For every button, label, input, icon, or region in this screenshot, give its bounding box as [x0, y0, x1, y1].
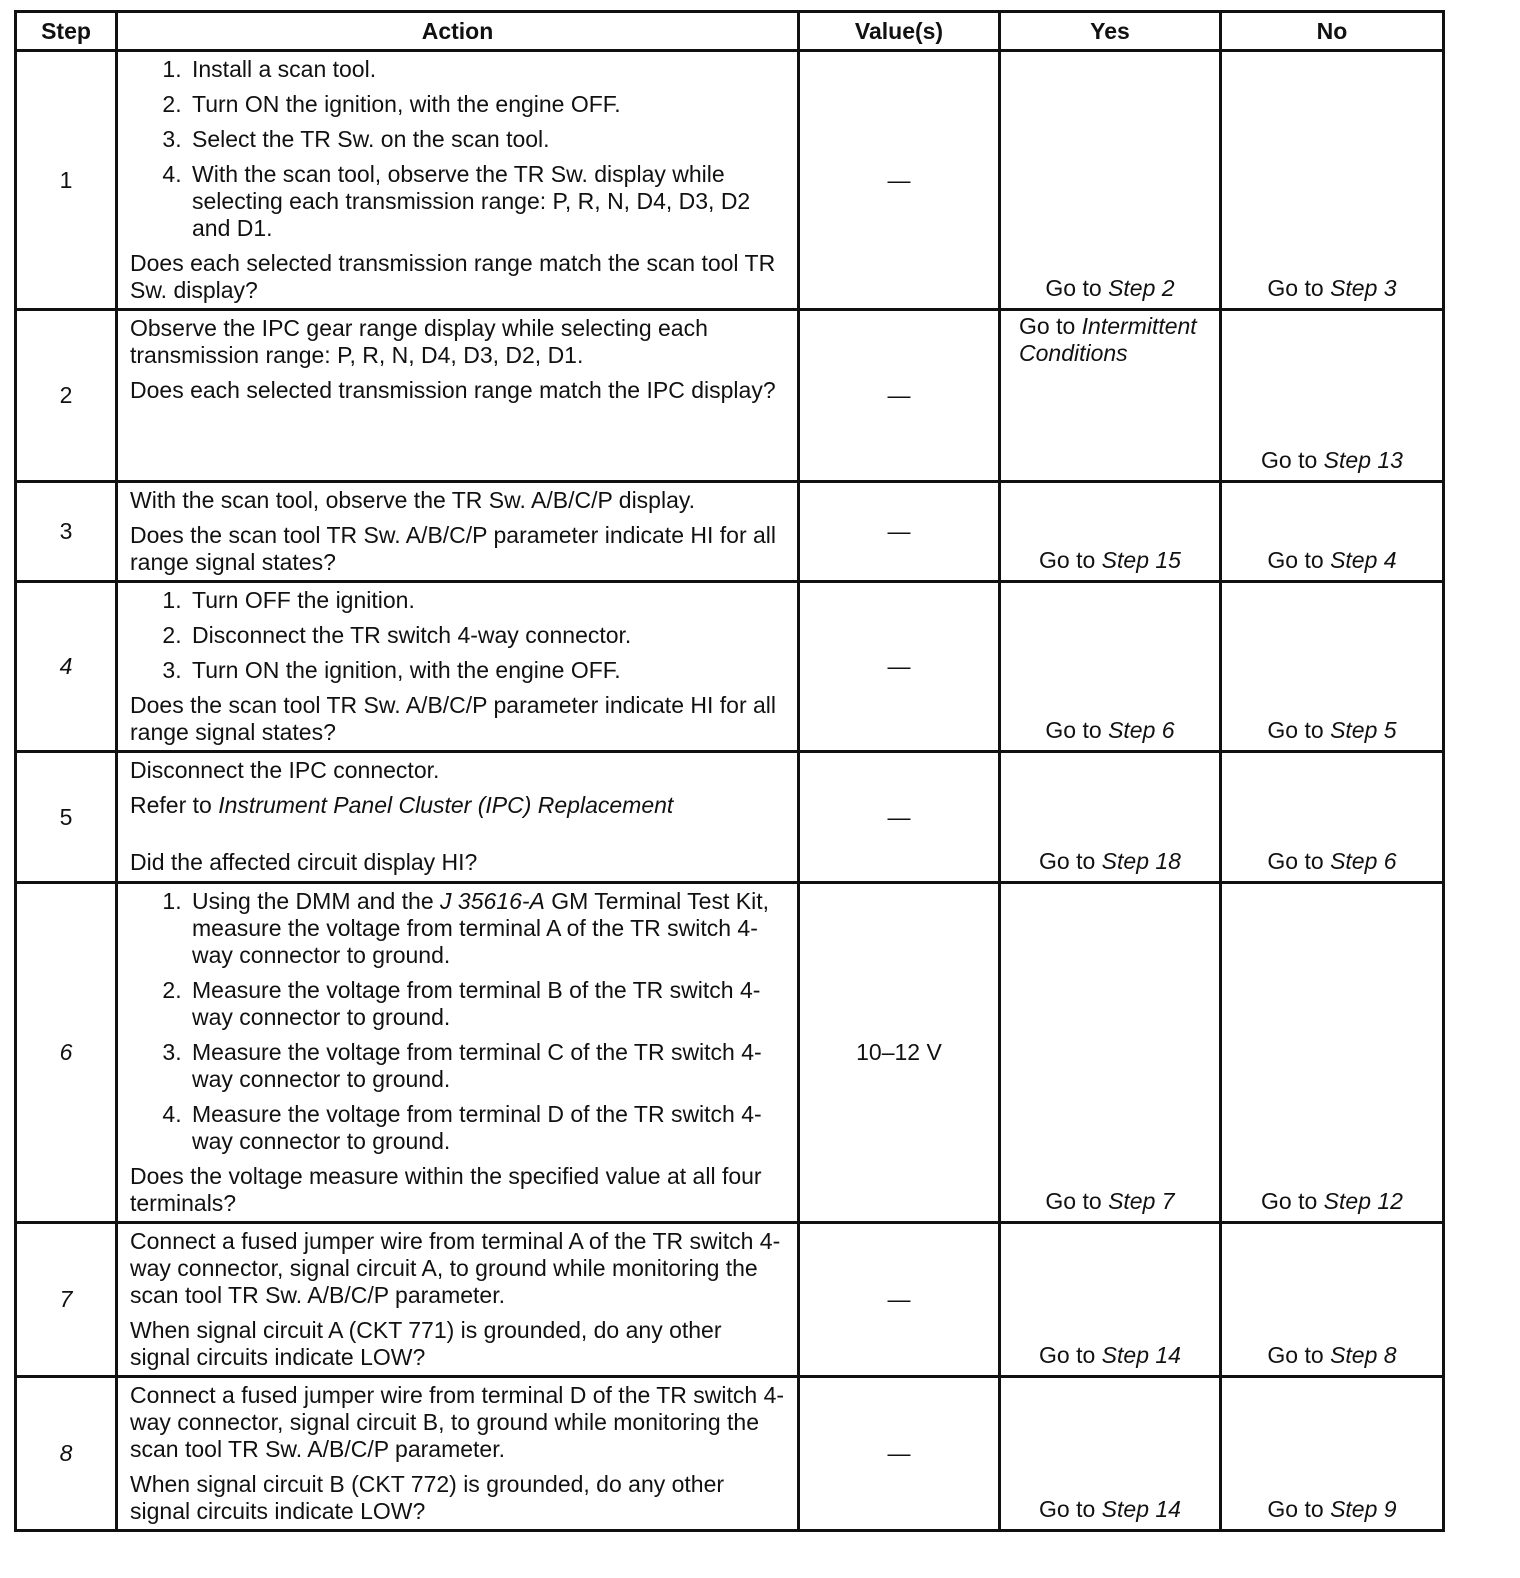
action-step: 1. Using the DMM and the J 35616-A GM Terminal Test Kit, measure the voltage from terminal A of the TR switch 4-way connector to ground.	[188, 888, 787, 969]
goto-target: Step 7	[1108, 1188, 1175, 1214]
goto-target: Step 9	[1330, 1496, 1397, 1522]
yes-cell	[1000, 752, 1221, 883]
yes-cell	[1000, 310, 1221, 482]
table-row	[16, 582, 1444, 752]
action-steps	[130, 888, 787, 1155]
header-values: Value(s)	[799, 12, 1000, 51]
no-cell	[1221, 582, 1444, 752]
yes-cell	[1000, 883, 1221, 1223]
action-cell	[117, 1377, 799, 1531]
step-number: 2	[16, 310, 117, 482]
table-row	[16, 1223, 1444, 1377]
value-cell: —	[799, 1377, 1000, 1531]
table-row	[16, 310, 1444, 482]
action-step: 2. Turn ON the ignition, with the engine OFF.	[188, 91, 787, 118]
action-question: Does the scan tool TR Sw. A/B/C/P parameter indicate HI for all range signal states?	[130, 692, 777, 745]
header-action: Action	[117, 12, 799, 51]
header-row	[16, 12, 1444, 51]
action-question: When signal circuit B (CKT 772) is grounded, do any other signal circuits indicate LOW?	[130, 1471, 725, 1524]
action-steps	[130, 587, 787, 684]
yes-goto[interactable]: Go to Step 14	[1039, 1496, 1181, 1522]
action-step: 2. Disconnect the TR switch 4-way connector.	[188, 622, 787, 649]
step-number: 1	[16, 51, 117, 310]
no-goto[interactable]: Go to Step 12	[1261, 1188, 1403, 1214]
yes-goto[interactable]: Go to Intermittent Conditions	[1019, 313, 1197, 366]
header-no: No	[1221, 12, 1444, 51]
goto-target: Step 13	[1323, 447, 1403, 473]
value-cell: —	[799, 582, 1000, 752]
step-number: 8	[16, 1377, 117, 1531]
action-text: Connect a fused jumper wire from terminal A of the TR switch 4-way connector, signal circuit A, to ground while monitoring the scan tool TR Sw. A/B/C/P parameter.	[130, 1228, 781, 1308]
no-cell	[1221, 1377, 1444, 1531]
action-cell	[117, 482, 799, 582]
no-goto[interactable]: Go to Step 3	[1267, 275, 1397, 301]
goto-target: Step 12	[1323, 1188, 1403, 1214]
goto-target: Step 3	[1330, 275, 1397, 301]
no-cell	[1221, 1223, 1444, 1377]
table-row	[16, 752, 1444, 883]
yes-goto[interactable]: Go to Step 15	[1039, 547, 1181, 573]
value-cell: —	[799, 1223, 1000, 1377]
diagnostic-table	[14, 10, 1445, 1532]
value-cell: —	[799, 51, 1000, 310]
action-cell	[117, 582, 799, 752]
action-cell	[117, 1223, 799, 1377]
yes-goto[interactable]: Go to Step 18	[1039, 848, 1181, 874]
action-question: Does the voltage measure within the specified value at all four terminals?	[130, 1163, 762, 1216]
action-step: 3. Turn ON the ignition, with the engine OFF.	[188, 657, 787, 684]
value-cell: —	[799, 482, 1000, 582]
yes-cell	[1000, 582, 1221, 752]
refer-link[interactable]: Instrument Panel Cluster (IPC) Replacement	[218, 792, 674, 818]
yes-goto[interactable]: Go to Step 2	[1045, 275, 1175, 301]
action-question: Does each selected transmission range match the scan tool TR Sw. display?	[130, 250, 776, 303]
step-number: 4	[16, 582, 117, 752]
action-question: When signal circuit A (CKT 771) is grounded, do any other signal circuits indicate LOW?	[130, 1317, 722, 1370]
table-row	[16, 883, 1444, 1223]
action-cell	[117, 752, 799, 883]
action-text: Connect a fused jumper wire from terminal D of the TR switch 4-way connector, signal circuit B, to ground while monitoring the scan tool TR Sw. A/B/C/P parameter.	[130, 1382, 785, 1462]
goto-target: Intermittent Conditions	[1019, 313, 1197, 366]
table-row	[16, 1377, 1444, 1531]
no-cell	[1221, 51, 1444, 310]
action-question: Does each selected transmission range match the IPC display?	[130, 377, 776, 403]
header-step: Step	[16, 12, 117, 51]
table-row	[16, 51, 1444, 310]
value-cell: 10–12 V	[799, 883, 1000, 1223]
step-number: 3	[16, 482, 117, 582]
goto-target: Step 2	[1108, 275, 1175, 301]
action-question: Does the scan tool TR Sw. A/B/C/P parameter indicate HI for all range signal states?	[130, 522, 777, 575]
step-number: 7	[16, 1223, 117, 1377]
table-row	[16, 482, 1444, 582]
header-yes: Yes	[1000, 12, 1221, 51]
value-cell: —	[799, 752, 1000, 883]
goto-target: Step 6	[1330, 848, 1397, 874]
no-cell	[1221, 482, 1444, 582]
no-goto[interactable]: Go to Step 4	[1267, 547, 1397, 573]
yes-goto[interactable]: Go to Step 7	[1045, 1188, 1175, 1214]
no-cell	[1221, 310, 1444, 482]
action-step: 1. Install a scan tool.	[188, 56, 787, 83]
yes-cell	[1000, 1223, 1221, 1377]
no-goto[interactable]: Go to Step 9	[1267, 1496, 1397, 1522]
action-cell	[117, 51, 799, 310]
step-number: 5	[16, 752, 117, 883]
action-steps	[130, 56, 787, 242]
step-number: 6	[16, 883, 117, 1223]
goto-target: Step 15	[1101, 547, 1181, 573]
no-goto[interactable]: Go to Step 5	[1267, 717, 1397, 743]
action-cell	[117, 883, 799, 1223]
goto-target: Step 6	[1108, 717, 1175, 743]
action-question: Did the affected circuit display HI?	[130, 849, 478, 875]
action-step: 3. Measure the voltage from terminal C of the TR switch 4-way connector to ground.	[188, 1039, 787, 1093]
tool-name: J 35616-A	[440, 888, 545, 914]
goto-target: Step 4	[1330, 547, 1397, 573]
yes-cell	[1000, 51, 1221, 310]
action-step: 2. Measure the voltage from terminal B of the TR switch 4-way connector to ground.	[188, 977, 787, 1031]
refer-text: Refer to Instrument Panel Cluster (IPC) Replacement	[130, 792, 674, 818]
yes-goto[interactable]: Go to Step 6	[1045, 717, 1175, 743]
no-goto[interactable]: Go to Step 6	[1267, 848, 1397, 874]
action-text: With the scan tool, observe the TR Sw. A/B/C/P display.	[130, 487, 696, 513]
action-step: 4. With the scan tool, observe the TR Sw. display while selecting each transmission range: P, R, N, D4, D3, D2 and D1.	[188, 161, 787, 242]
action-step: 1. Turn OFF the ignition.	[188, 587, 787, 614]
action-step: 4. Measure the voltage from terminal D of the TR switch 4-way connector to ground.	[188, 1101, 787, 1155]
no-cell	[1221, 752, 1444, 883]
yes-cell	[1000, 482, 1221, 582]
action-step: 3. Select the TR Sw. on the scan tool.	[188, 126, 787, 153]
action-cell	[117, 310, 799, 482]
yes-goto[interactable]: Go to Step 14	[1039, 1342, 1181, 1368]
goto-target: Step 8	[1330, 1342, 1397, 1368]
goto-target: Step 14	[1101, 1342, 1181, 1368]
goto-target: Step 14	[1101, 1496, 1181, 1522]
goto-target: Step 18	[1101, 848, 1181, 874]
no-cell	[1221, 883, 1444, 1223]
action-text: Observe the IPC gear range display while selecting each transmission range: P, R, N, D4, D3, D2, D1.	[130, 315, 708, 368]
action-text: Disconnect the IPC connector.	[130, 757, 440, 783]
no-goto[interactable]: Go to Step 13	[1261, 447, 1403, 473]
value-cell: —	[799, 310, 1000, 482]
yes-cell	[1000, 1377, 1221, 1531]
goto-target: Step 5	[1330, 717, 1397, 743]
no-goto[interactable]: Go to Step 8	[1267, 1342, 1397, 1368]
